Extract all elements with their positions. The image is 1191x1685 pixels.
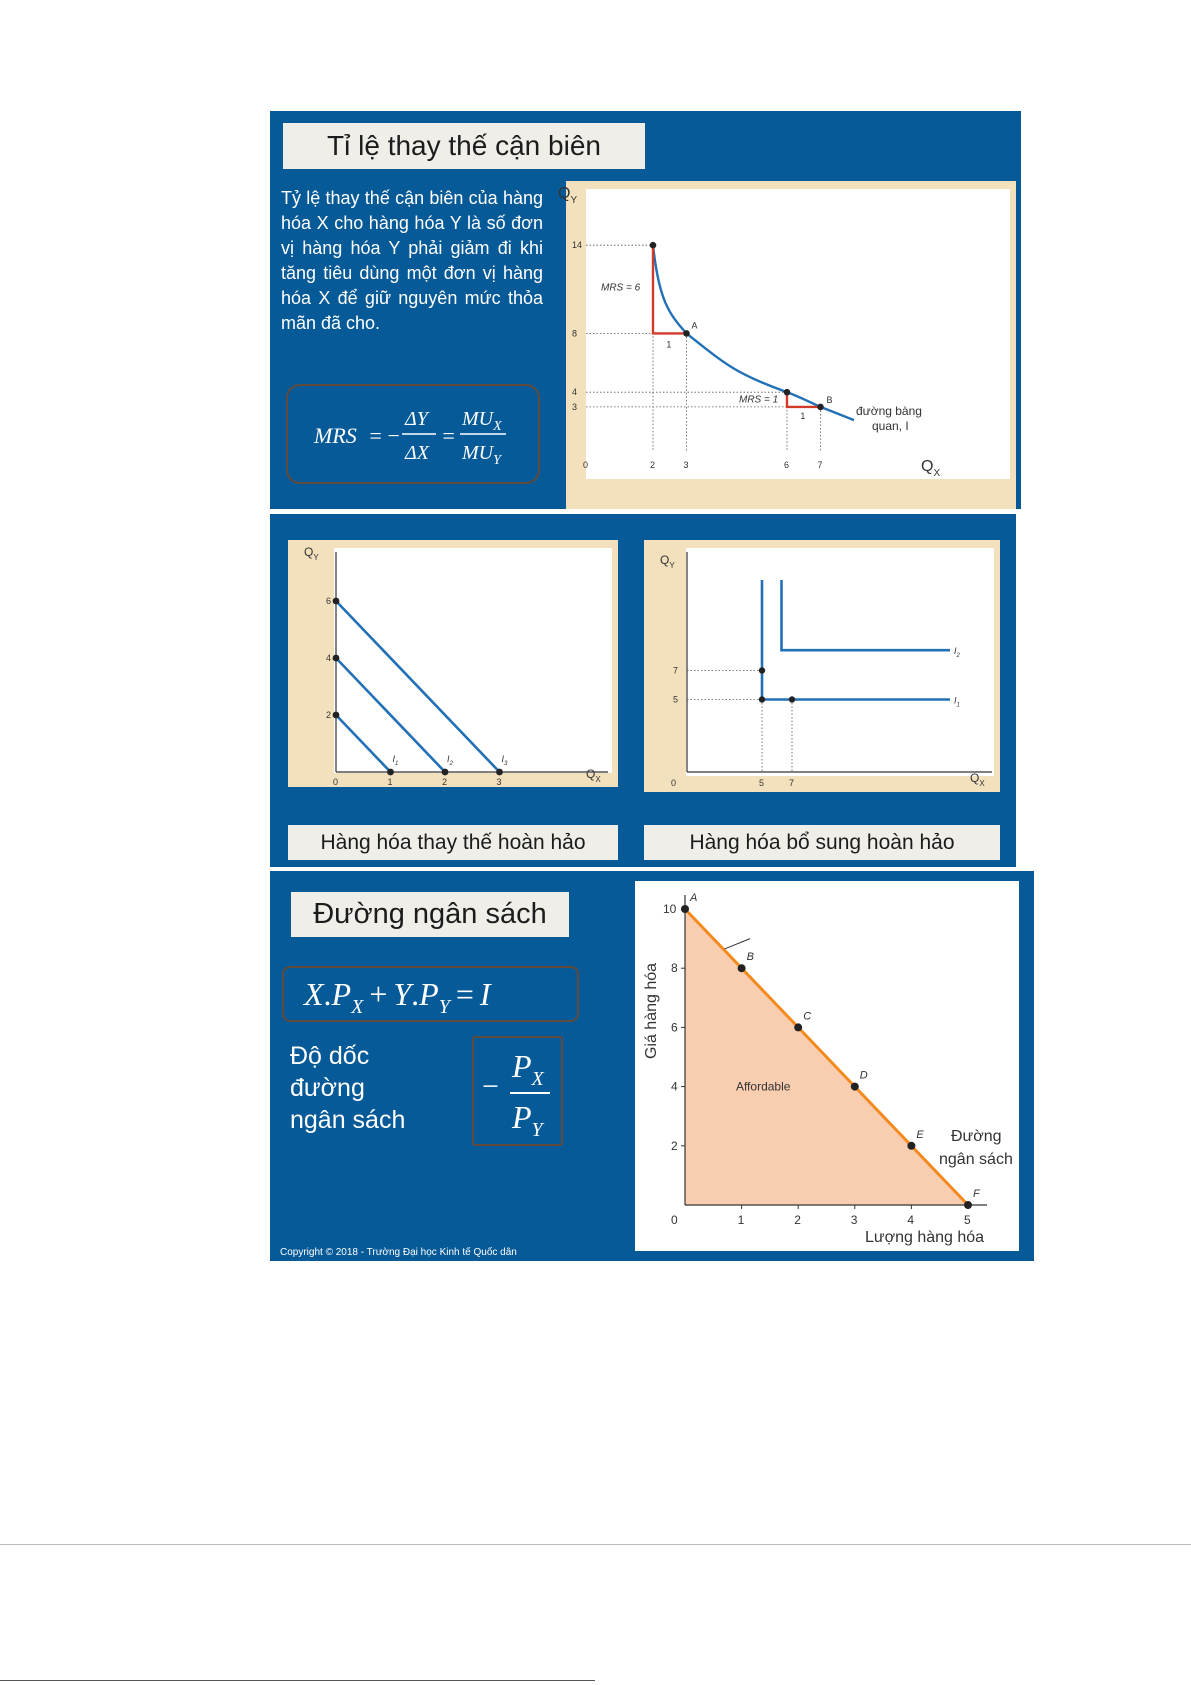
- chart1-xtick-label: 0: [583, 460, 589, 470]
- chart4-ytick-label: 4: [671, 1079, 678, 1094]
- chart2-point: [496, 769, 503, 776]
- chart2-point: [333, 598, 340, 605]
- chart1-point-b: [817, 404, 824, 411]
- budget-equation-box: [282, 966, 579, 1022]
- chart4-point-f: [964, 1201, 972, 1209]
- chart4-ylabel: Giá hàng hóa: [643, 962, 660, 1060]
- slope-minus-sign: −: [480, 1070, 501, 1103]
- chart2-xtick-label: 2: [442, 777, 448, 787]
- chart2-xtick-label: 1: [387, 777, 393, 787]
- chart2-point: [333, 712, 340, 719]
- chart2-ytick-label: 4: [326, 653, 332, 663]
- chart2-xtick-label: 0: [333, 777, 339, 787]
- chart4-point-label-a: A: [690, 892, 698, 904]
- chart2-ylabel: $Q_Y$: [304, 545, 319, 562]
- chart4-point-b: [738, 964, 746, 972]
- page-footer-rule: [0, 1544, 1191, 1545]
- chart2-xlabel: $Q_X$: [586, 767, 601, 784]
- chart4-ytick-label: 2: [671, 1138, 678, 1153]
- chart4-ytick-label: 10: [663, 902, 677, 916]
- chart3-ytick-label: 7: [673, 665, 679, 676]
- chart1-point-a: [683, 330, 690, 337]
- chart3-xtick-label: 7: [789, 778, 795, 788]
- chart1-ytick-label: 3: [572, 401, 578, 412]
- chart1-xtick-label: 3: [683, 460, 689, 470]
- chart4-point-a: [681, 905, 689, 913]
- chart1-curve-label-line1: đường bàng: [856, 404, 922, 418]
- chart2-xtick-label: 3: [496, 777, 502, 787]
- chart4-ytick-label: 6: [671, 1020, 678, 1035]
- chart4-point-label-e: E: [916, 1128, 924, 1141]
- chart4-xtick-label: 4: [907, 1213, 915, 1227]
- chart1-mrs6-label: MRS = 6: [601, 282, 641, 294]
- chart1-xlabel: $Q_X$: [921, 458, 941, 479]
- chart4-point-label-d: D: [859, 1069, 868, 1082]
- chart1-xtick-label: 6: [784, 460, 790, 470]
- chart4-xtick-label: 1: [737, 1213, 745, 1227]
- chart4-point-e: [907, 1142, 915, 1150]
- slope-label-line-3: ngân sách: [290, 1106, 406, 1134]
- chart3-point: [759, 667, 765, 673]
- chart4-affordable-label: Affordable: [735, 1079, 791, 1094]
- chart1-delta-x-label-2: 1: [800, 410, 806, 421]
- chart2-plot-bg: [334, 548, 612, 773]
- chart3-plot-bg: [686, 548, 994, 776]
- chart3-xtick-label: 0: [671, 778, 677, 788]
- chart3-ylabel: $Q_Y$: [660, 553, 675, 570]
- perfect-substitutes-label: Hàng hóa thay thế hoàn hảo: [288, 825, 618, 860]
- chart2-point: [442, 769, 449, 776]
- budget-line-chart: [635, 881, 1019, 1251]
- chart1-label-a: A: [691, 320, 698, 331]
- chart4-xtick-label: 5: [964, 1213, 971, 1227]
- chart4-point-label-c: C: [803, 1010, 812, 1023]
- chart1-delta-x-label-1: 1: [666, 339, 672, 350]
- mrs-eq-sign-2: =: [441, 423, 456, 448]
- chart3-curve-label-i1: $I_1$: [954, 695, 960, 709]
- budget-equation: $X.P_X + Y.P_Y = I$: [304, 976, 491, 1018]
- mrs-den-dx: ΔX: [405, 442, 429, 464]
- chart4-xtick-label: 3: [850, 1213, 858, 1227]
- chart3-point: [789, 696, 795, 702]
- indifference-curve-chart: [558, 181, 1016, 509]
- perfect-complements-chart: [644, 540, 1000, 792]
- chart1-point: [650, 242, 657, 249]
- chart4-point-label-f: F: [973, 1188, 980, 1200]
- chart4-line-label-1: Đường: [951, 1128, 1002, 1145]
- slope-label-line-2: đường: [290, 1074, 365, 1102]
- chart4-point-label-b: B: [746, 951, 754, 964]
- slope-label-line-1: Độ dốc: [290, 1042, 370, 1070]
- chart3-xlabel: $Q_X$: [970, 771, 985, 788]
- chart1-label-b: B: [826, 394, 833, 405]
- chart4-xtick-label: 0: [671, 1213, 678, 1227]
- chart1-plot-bg: [586, 189, 1010, 479]
- slope-label: [290, 1040, 405, 1136]
- perfect-complements-label: Hàng hóa bổ sung hoàn hảo: [644, 825, 1000, 860]
- chart2-point: [333, 655, 340, 662]
- copyright-text: Copyright © 2018 - Trường Đại học Kinh tế Quốc dân: [280, 1247, 517, 1258]
- chart2-curve-label-i1: $I_1$: [392, 754, 399, 767]
- budget-title: Đường ngân sách: [291, 892, 569, 937]
- chart4-line-label-2: ngân sách: [939, 1151, 1013, 1168]
- chart1-ytick-label: 4: [572, 387, 578, 398]
- chart2-ytick-label: 6: [326, 596, 332, 606]
- chart2-ytick-label: 2: [326, 710, 332, 720]
- chart1-ytick-label: 14: [572, 240, 583, 251]
- chart1-point: [784, 389, 791, 396]
- mrs-den-muy: $MU_Y$: [462, 442, 501, 468]
- chart4-point-d: [851, 1083, 859, 1091]
- mrs-symbol: MRS: [314, 423, 357, 448]
- chart3-point: [759, 696, 765, 702]
- perfect-substitutes-chart: [288, 540, 618, 787]
- chart4-ytick-label: 8: [671, 961, 678, 976]
- slope-numerator: $P_X$: [512, 1048, 544, 1090]
- mrs-title: Tỉ lệ thay thế cận biên: [283, 123, 645, 169]
- page-footnote-rule: [0, 1680, 595, 1681]
- chart1-ytick-label: 8: [572, 328, 578, 339]
- slope-denominator: $P_Y$: [512, 1099, 543, 1141]
- chart3-ytick-label: 5: [673, 694, 679, 705]
- chart4-xtick-label: 2: [794, 1213, 801, 1227]
- chart3-curve-label-i2: $I_2$: [954, 646, 960, 660]
- mrs-num-mux: $MU_X$: [462, 408, 502, 434]
- mrs-formula-box: [286, 384, 540, 484]
- chart4-xlabel: Lượng hàng hóa: [865, 1229, 985, 1246]
- chart1-xtick-label: 2: [650, 460, 656, 470]
- chart4-point-c: [794, 1023, 802, 1031]
- chart3-xtick-label: 5: [759, 778, 765, 788]
- mrs-eq-sign: =: [368, 423, 383, 448]
- chart2-curve-label-i2: $I_2$: [447, 754, 453, 767]
- mrs-description: Tỷ lệ thay thế cận biên của hàng hóa X cho hàng hóa Y là số đơn vị hàng hóa Y phải giảm đi khi tăng tiêu dùng một đơn vị hàng hóa X để giữ nguyên mức thỏa mãn đã cho.: [281, 188, 543, 333]
- chart1-xtick-label: 7: [817, 460, 823, 470]
- chart1-curve-label-line2: quan, I: [872, 419, 909, 433]
- chart2-curve-label-i3: $I_3$: [501, 754, 508, 767]
- chart2-point: [387, 769, 394, 776]
- chart1-mrs1-label: MRS = 1: [739, 394, 779, 406]
- chart1-ylabel: $Q_Y$: [558, 185, 578, 206]
- slope-formula-box: [472, 1036, 563, 1146]
- mrs-minus-sign: −: [386, 423, 401, 448]
- mrs-num-dy: ΔY: [405, 408, 428, 430]
